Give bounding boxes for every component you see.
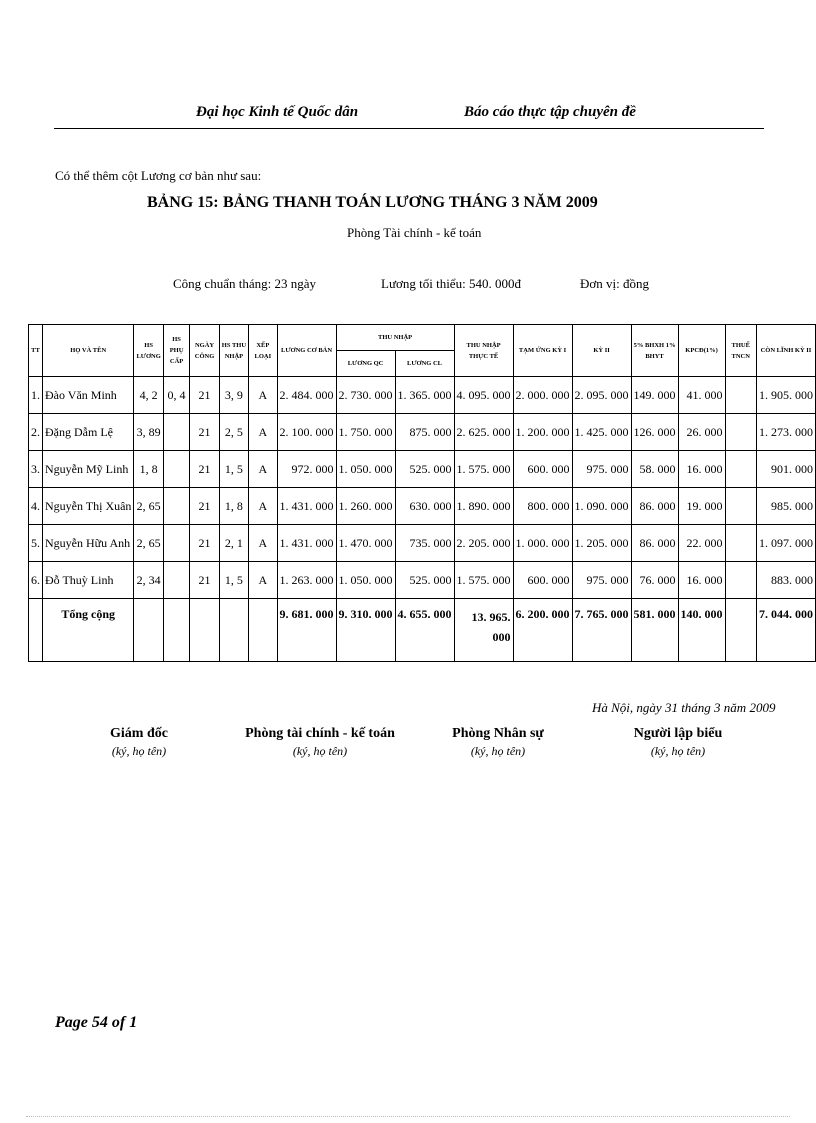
cell-ngay-cong: 21 [190, 562, 219, 599]
cell-hs-phu-cap [163, 451, 190, 488]
signature-preparer [626, 726, 730, 759]
cell-thu-nhap-thuc-te: 1. 575. 000 [454, 451, 513, 488]
cell-name: Nguyễn Mỹ Linh [43, 451, 134, 488]
col-kpcd: KPCĐ(1%) [678, 325, 725, 377]
signature-hint: (ký, họ tên) [292, 744, 348, 758]
cell-hs-thu-nhap: 3, 9 [219, 377, 248, 414]
signature-hint: (ký, họ tên) [650, 744, 706, 758]
cell-hs-thu-nhap: 2, 5 [219, 414, 248, 451]
cell-bhxh: 76. 000 [631, 562, 678, 599]
table-row [29, 525, 816, 562]
cell-hs-thu-nhap: 2, 1 [219, 525, 248, 562]
total-tam-ung: 6. 200. 000 [513, 599, 572, 662]
cell-luong-co-ban: 1. 431. 000 [277, 525, 336, 562]
signature-finance [245, 726, 395, 759]
cell-luong-co-ban: 2. 484. 000 [277, 377, 336, 414]
cell-bhxh: 126. 000 [631, 414, 678, 451]
place-date: Hà Nội, ngày 31 tháng 3 năm 2009 [592, 700, 776, 715]
cell-con-linh: 1. 905. 000 [756, 377, 815, 414]
table-row [29, 562, 816, 599]
cell-xep-loai: A [249, 377, 277, 414]
payroll-table [28, 324, 816, 662]
total-tntt-line2: 000 [492, 630, 511, 644]
cell-luong-qc: 1. 050. 000 [336, 562, 395, 599]
cell-empty [219, 599, 248, 662]
table-label: BẢNG 15: [147, 194, 219, 211]
intro-text: Có thể thêm cột Lương cơ bản như sau: [55, 168, 262, 183]
header-left: Đại học Kinh tế Quốc dân [196, 104, 359, 120]
cell-bhxh: 149. 000 [631, 377, 678, 414]
signature-hr [448, 726, 548, 759]
cell-thue [725, 488, 756, 525]
col-ngay-cong: NGÀY CÔNG [190, 325, 219, 377]
total-luong-cl: 4. 655. 000 [395, 599, 454, 662]
signature-hint: (ký, họ tên) [470, 744, 526, 758]
cell-tam-ung: 600. 000 [513, 562, 572, 599]
cell-thu-nhap-thuc-te: 4. 095. 000 [454, 377, 513, 414]
cell-xep-loai: A [249, 525, 277, 562]
col-luong-cl: LƯƠNG CL [395, 351, 454, 377]
col-hs-phu-cap: HS PHỤ CẤP [163, 325, 190, 377]
cell-luong-co-ban: 972. 000 [277, 451, 336, 488]
cell-ky-ii: 2. 095. 000 [572, 377, 631, 414]
cell-tt: 5. [29, 525, 43, 562]
cell-thue [725, 414, 756, 451]
department: Phòng Tài chính - kế toán [347, 225, 482, 240]
total-luong-co-ban: 9. 681. 000 [277, 599, 336, 662]
cell-tam-ung: 600. 000 [513, 451, 572, 488]
cell-name: Đặng Dẫm Lệ [43, 414, 134, 451]
table-title: BẢNG THANH TOÁN LƯƠNG THÁNG 3 NĂM 2009 [223, 194, 598, 211]
cell-ngay-cong: 21 [190, 377, 219, 414]
cell-name: Nguyễn Thị Xuân [43, 488, 134, 525]
cell-ngay-cong: 21 [190, 525, 219, 562]
cell-xep-loai: A [249, 414, 277, 451]
cell-ngay-cong: 21 [190, 451, 219, 488]
cell-tt: 2. [29, 414, 43, 451]
cell-tt: 6. [29, 562, 43, 599]
cell-hs-luong: 2, 34 [134, 562, 163, 599]
cell-xep-loai: A [249, 451, 277, 488]
cell-luong-qc: 2. 730. 000 [336, 377, 395, 414]
col-con-linh: CÒN LĨNH KỲ II [756, 325, 815, 377]
cell-ngay-cong: 21 [190, 414, 219, 451]
total-thu-nhap-thuc-te [454, 599, 513, 662]
cell-tt: 1. [29, 377, 43, 414]
cell-tam-ung: 1. 000. 000 [513, 525, 572, 562]
cell-name: Đỗ Thuỳ Linh [43, 562, 134, 599]
col-bhxh: 5% BHXH 1% BHYT [631, 325, 678, 377]
cell-kpcd: 19. 000 [678, 488, 725, 525]
cell-tt: 4. [29, 488, 43, 525]
cell-hs-phu-cap [163, 562, 190, 599]
cell-luong-co-ban: 1. 431. 000 [277, 488, 336, 525]
cell-luong-qc: 1. 470. 000 [336, 525, 395, 562]
signature-role: Phòng Nhân sự [452, 726, 544, 741]
table-row [29, 451, 816, 488]
cell-hs-thu-nhap: 1, 5 [219, 562, 248, 599]
cell-con-linh: 985. 000 [756, 488, 815, 525]
cell-hs-luong: 4, 2 [134, 377, 163, 414]
header-right: Báo cáo thực tập chuyên đề [464, 104, 636, 120]
cell-empty [725, 599, 756, 662]
cell-hs-phu-cap: 0, 4 [163, 377, 190, 414]
total-row [29, 599, 816, 662]
total-tntt-line1: 13. 965. [471, 610, 511, 624]
cell-luong-cl: 735. 000 [395, 525, 454, 562]
cell-hs-phu-cap [163, 525, 190, 562]
cell-thu-nhap-thuc-te: 2. 205. 000 [454, 525, 513, 562]
page-footer: Page 54 of 1 [55, 1014, 138, 1031]
cell-ky-ii: 975. 000 [572, 451, 631, 488]
col-tt: TT [29, 325, 43, 377]
workdays-info: Công chuẩn tháng: 23 ngày [173, 276, 316, 291]
cell-luong-qc: 1. 750. 000 [336, 414, 395, 451]
cell-luong-cl: 875. 000 [395, 414, 454, 451]
cell-empty [190, 599, 219, 662]
table-row [29, 414, 816, 451]
signature-role: Người lập biểu [633, 726, 723, 741]
cell-xep-loai: A [249, 488, 277, 525]
cell-kpcd: 26. 000 [678, 414, 725, 451]
signature-director [96, 726, 182, 759]
cell-kpcd: 22. 000 [678, 525, 725, 562]
cell-luong-qc: 1. 050. 000 [336, 451, 395, 488]
total-con-linh: 7. 044. 000 [756, 599, 815, 662]
cell-ky-ii: 1. 090. 000 [572, 488, 631, 525]
col-luong-qc: LƯƠNG QC [336, 351, 395, 377]
table-row [29, 377, 816, 414]
cell-luong-cl: 1. 365. 000 [395, 377, 454, 414]
col-name: HỌ VÀ TÊN [43, 325, 134, 377]
col-thu-nhap: THU NHẬP [336, 325, 454, 351]
col-hs-luong: HS LƯƠNG [134, 325, 163, 377]
cell-kpcd: 41. 000 [678, 377, 725, 414]
total-kpcd: 140. 000 [678, 599, 725, 662]
cell-luong-co-ban: 2. 100. 000 [277, 414, 336, 451]
total-label: Tổng cộng [43, 599, 134, 662]
cell-luong-co-ban: 1. 263. 000 [277, 562, 336, 599]
cell-hs-thu-nhap: 1, 8 [219, 488, 248, 525]
cell-tam-ung: 1. 200. 000 [513, 414, 572, 451]
cell-tt: 3. [29, 451, 43, 488]
cell-hs-luong: 2, 65 [134, 525, 163, 562]
header-rule [54, 128, 764, 129]
cell-thue [725, 451, 756, 488]
cell-ngay-cong: 21 [190, 488, 219, 525]
cell-thu-nhap-thuc-te: 2. 625. 000 [454, 414, 513, 451]
col-luong-co-ban: LƯƠNG CƠ BẢN [277, 325, 336, 377]
cell-empty [29, 599, 43, 662]
cell-name: Nguyễn Hữu Anh [43, 525, 134, 562]
cell-xep-loai: A [249, 562, 277, 599]
signature-role: Giám đốc [110, 726, 168, 741]
cell-tam-ung: 2. 000. 000 [513, 377, 572, 414]
cell-bhxh: 86. 000 [631, 525, 678, 562]
table-row [29, 488, 816, 525]
cell-empty [134, 599, 163, 662]
col-hs-thu-nhap: HS THU NHẬP [219, 325, 248, 377]
cell-ky-ii: 975. 000 [572, 562, 631, 599]
cell-con-linh: 1. 097. 000 [756, 525, 815, 562]
min-wage-info: Lương tối thiểu: 540. 000đ [381, 276, 521, 291]
bottom-dotted-rule [26, 1116, 790, 1117]
cell-ky-ii: 1. 425. 000 [572, 414, 631, 451]
cell-tam-ung: 800. 000 [513, 488, 572, 525]
cell-hs-thu-nhap: 1, 5 [219, 451, 248, 488]
col-xep-loai: XẾP LOẠI [249, 325, 277, 377]
cell-name: Đào Văn Minh [43, 377, 134, 414]
total-luong-qc: 9. 310. 000 [336, 599, 395, 662]
total-bhxh: 581. 000 [631, 599, 678, 662]
cell-ky-ii: 1. 205. 000 [572, 525, 631, 562]
cell-luong-cl: 630. 000 [395, 488, 454, 525]
cell-bhxh: 86. 000 [631, 488, 678, 525]
cell-con-linh: 1. 273. 000 [756, 414, 815, 451]
signature-role: Phòng tài chính - kế toán [245, 726, 395, 741]
col-ky-ii: KỲ II [572, 325, 631, 377]
cell-luong-cl: 525. 000 [395, 451, 454, 488]
cell-hs-phu-cap [163, 414, 190, 451]
col-thu-nhap-thuc-te: THU NHẬP THỰC TẾ [454, 325, 513, 377]
cell-thue [725, 377, 756, 414]
cell-bhxh: 58. 000 [631, 451, 678, 488]
cell-empty [249, 599, 277, 662]
signature-hint: (ký, họ tên) [111, 744, 167, 758]
cell-thue [725, 525, 756, 562]
cell-con-linh: 901. 000 [756, 451, 815, 488]
cell-thu-nhap-thuc-te: 1. 575. 000 [454, 562, 513, 599]
cell-hs-luong: 2, 65 [134, 488, 163, 525]
cell-luong-qc: 1. 260. 000 [336, 488, 395, 525]
col-tam-ung: TẠM ỨNG KỲ I [513, 325, 572, 377]
unit-info: Đơn vị: đồng [580, 276, 649, 291]
total-ky-ii: 7. 765. 000 [572, 599, 631, 662]
cell-thue [725, 562, 756, 599]
col-thue: THUẾ TNCN [725, 325, 756, 377]
cell-empty [163, 599, 190, 662]
cell-hs-luong: 1, 8 [134, 451, 163, 488]
cell-luong-cl: 525. 000 [395, 562, 454, 599]
cell-kpcd: 16. 000 [678, 562, 725, 599]
cell-thu-nhap-thuc-te: 1. 890. 000 [454, 488, 513, 525]
cell-con-linh: 883. 000 [756, 562, 815, 599]
cell-kpcd: 16. 000 [678, 451, 725, 488]
cell-hs-phu-cap [163, 488, 190, 525]
cell-hs-luong: 3, 89 [134, 414, 163, 451]
